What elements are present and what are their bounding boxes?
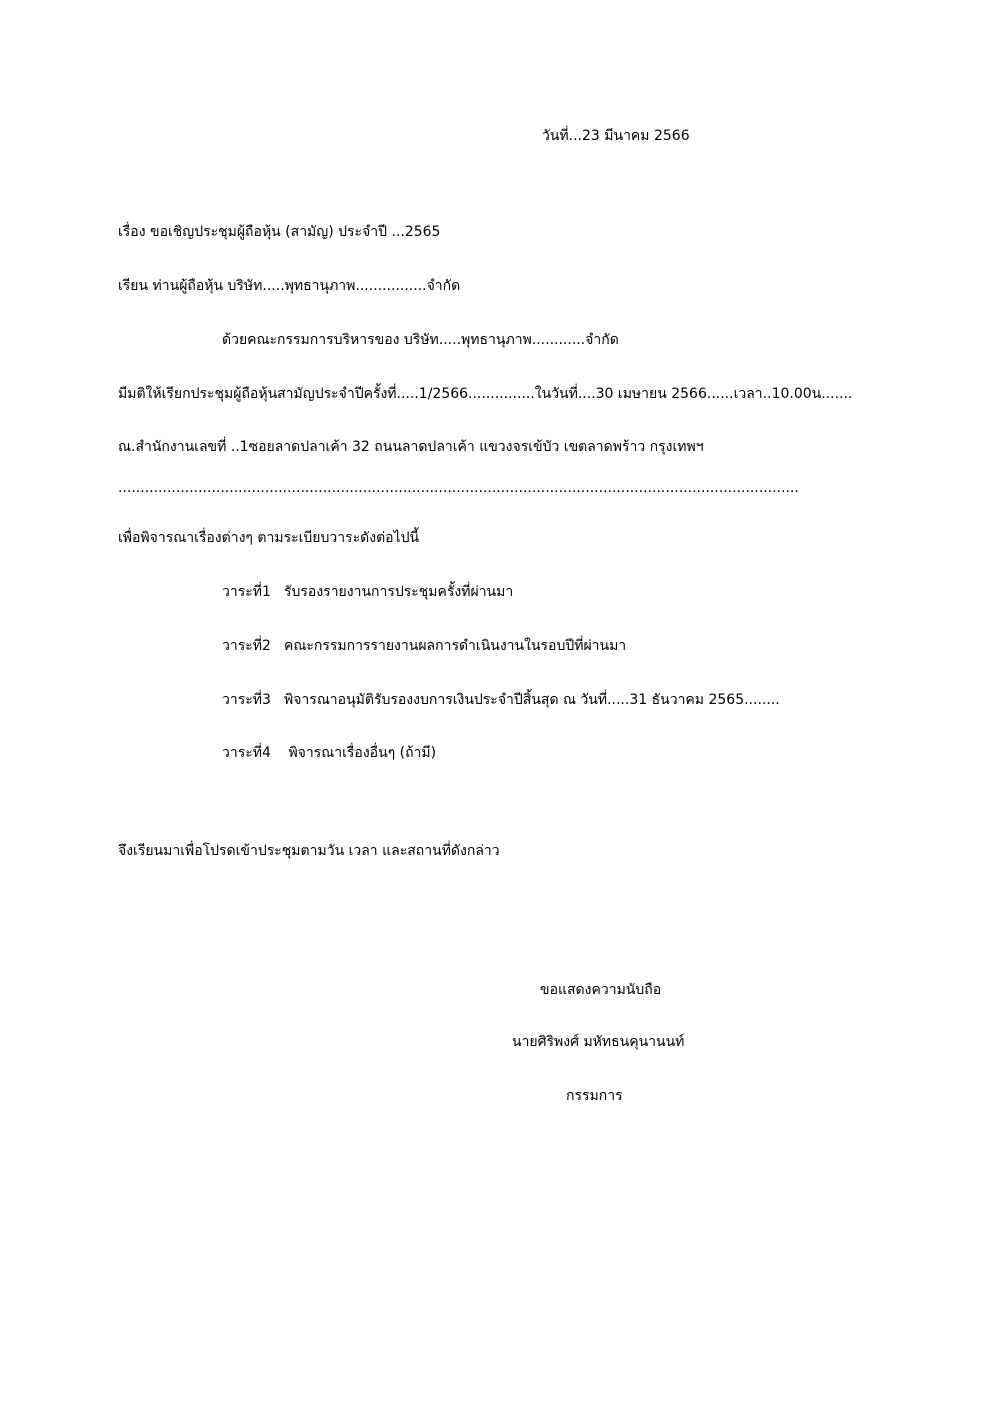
letter-subject: เรื่อง ขอเชิญประชุมผู้ถือหุ้น (สามัญ) ประจำปี ...2565 xyxy=(118,224,441,240)
closing-sentence: จึงเรียนมาเพื่อโปรดเข้าประชุมตามวัน เวลา และสถานที่ดังกล่าว xyxy=(118,843,500,859)
agenda-label: วาระที่3 xyxy=(222,692,271,708)
signer-name: นายศิริพงศ์ มหัทธนคุนานนท์ xyxy=(512,1034,685,1050)
agenda-text: พิจารณาอนุมัติรับรองงบการเงินประจำปีสิ้นสุด ณ วันที่.....31 ธันวาคม 2565........ xyxy=(284,692,780,708)
agenda-item xyxy=(222,690,780,710)
dotted-fill-line: ......................................................................................................................................................... xyxy=(118,480,799,496)
letter-intro: ด้วยคณะกรรมการบริหารของ บริษัท.....พุทธานุภาพ............จำกัด xyxy=(222,332,619,348)
agenda-label: วาระที่2 xyxy=(222,638,271,654)
regards-line: ขอแสดงความนับถือ xyxy=(540,982,662,998)
agenda-text: พิจารณาเรื่องอื่นๆ (ถ้ามี) xyxy=(284,745,437,761)
signer-position: กรรมการ xyxy=(566,1088,623,1104)
agenda-label: วาระที่1 xyxy=(222,584,271,600)
agenda-intro: เพื่อพิจารณาเรื่องต่างๆ ตามระเบียบวาระดังต่อไปนี้ xyxy=(118,530,420,546)
letter-date: วันที่...23 มีนาคม 2566 xyxy=(542,128,690,144)
agenda-text: คณะกรรมการรายงานผลการดำเนินงานในรอบปีที่ผ่านมา xyxy=(284,638,627,654)
agenda-item xyxy=(222,636,626,656)
letter-recipient: เรียน ท่านผู้ถือหุ้น บริษัท.....พุทธานุภาพ................จำกัด xyxy=(118,278,461,294)
agenda-item xyxy=(222,743,436,763)
agenda-label: วาระที่4 xyxy=(222,745,271,761)
agenda-item xyxy=(222,582,513,602)
meeting-resolution: มีมติให้เรียกประชุมผู้ถือหุ้นสามัญประจำปีครั้งที่.....1/2566...............ในวันที่....30 เมษายน 2566......เวลา..10.00น....... xyxy=(118,386,853,402)
agenda-text: รับรองรายงานการประชุมครั้งที่ผ่านมา xyxy=(284,584,514,600)
meeting-location: ณ.สำนักงานเลขที่ ..1ซอยลาดปลาเค้า 32 ถนนลาดปลาเค้า แขวงจรเข้บัว เขตลาดพร้าว กรุงเทพฯ xyxy=(118,439,704,455)
